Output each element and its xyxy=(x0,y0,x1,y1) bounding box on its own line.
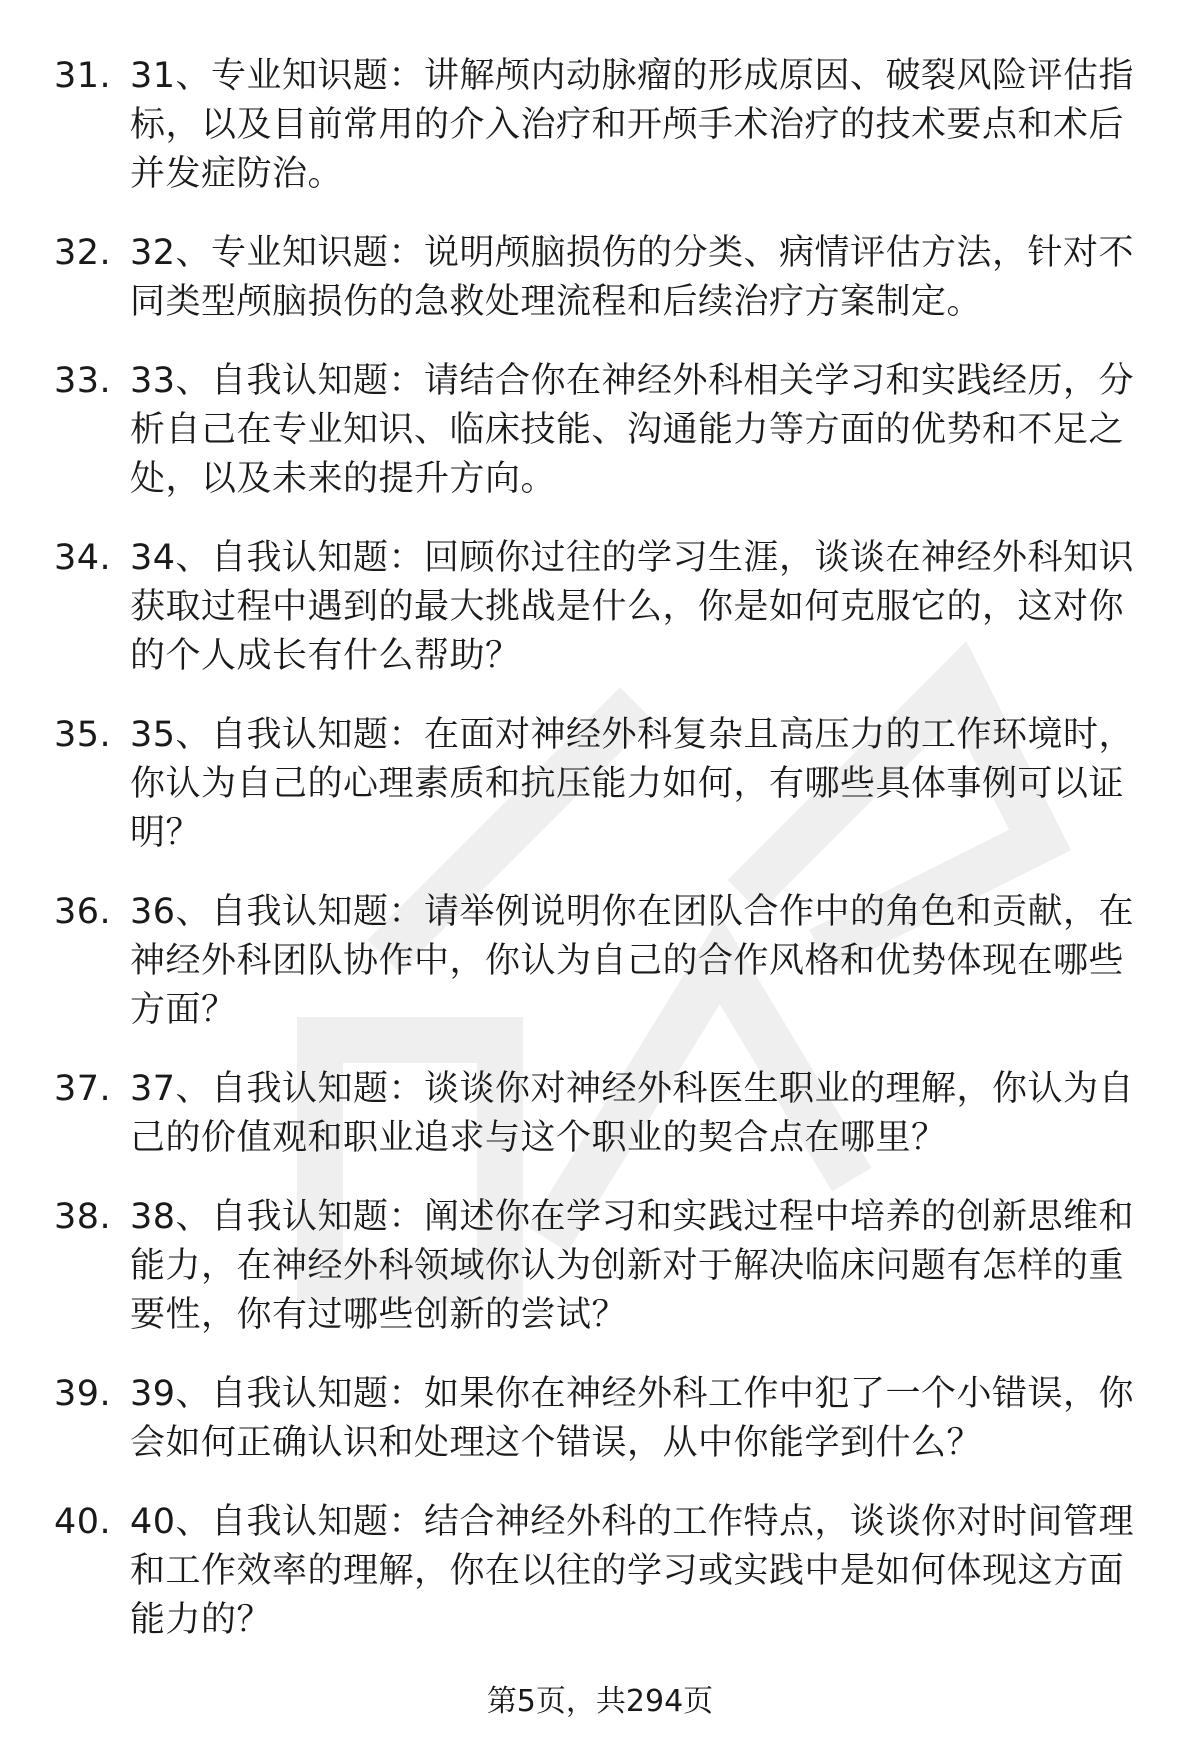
question-number: 35. xyxy=(54,715,112,755)
question-item xyxy=(0,357,1200,504)
question-item xyxy=(0,1193,1200,1340)
question-list xyxy=(0,52,1200,1675)
question-item xyxy=(0,52,1200,199)
question-text: 38、自我认知题：阐述你在学习和实践过程中培养的创新思维和能力，在神经外科领域你认为创新对于解决临床问题有怎样的重要性，你有过哪些创新的尝试？ xyxy=(130,1197,1135,1335)
question-text: 33、自我认知题：请结合你在神经外科相关学习和实践经历，分析自己在专业知识、临床技能、沟通能力等方面的优势和不足之处，以及未来的提升方向。 xyxy=(130,361,1135,499)
question-text: 31、专业知识题：讲解颅内动脉瘤的形成原因、破裂风险评估指标，以及目前常用的介入治疗和开颅手术治疗的技术要点和术后并发症防治。 xyxy=(130,56,1135,194)
question-item xyxy=(0,888,1200,1035)
question-text: 32、专业知识题：说明颅脑损伤的分类、病情评估方法，针对不同类型颅脑损伤的急救处理流程和后续治疗方案制定。 xyxy=(130,233,1135,322)
question-item xyxy=(0,1065,1200,1163)
question-number: 40. xyxy=(54,1502,112,1542)
question-text: 35、自我认知题：在面对神经外科复杂且高压力的工作环境时，你认为自己的心理素质和抗压能力如何，有哪些具体事例可以证明？ xyxy=(130,715,1135,853)
question-item xyxy=(0,1498,1200,1645)
question-text: 40、自我认知题：结合神经外科的工作特点，谈谈你对时间管理和工作效率的理解，你在以往的学习或实践中是如何体现这方面能力的？ xyxy=(130,1502,1135,1640)
question-number: 39. xyxy=(54,1374,112,1414)
question-item xyxy=(0,711,1200,858)
question-text: 36、自我认知题：请举例说明你在团队合作中的角色和贡献，在神经外科团队协作中，你认为自己的合作风格和优势体现在哪些方面？ xyxy=(130,892,1135,1030)
question-number: 31. xyxy=(54,56,112,96)
question-item xyxy=(0,534,1200,681)
question-number: 32. xyxy=(54,233,112,273)
question-text: 39、自我认知题：如果你在神经外科工作中犯了一个小错误，你会如何正确认识和处理这个错误，从中你能学到什么？ xyxy=(130,1374,1135,1463)
question-number: 34. xyxy=(54,538,112,578)
question-number: 38. xyxy=(54,1197,112,1237)
question-text: 37、自我认知题：谈谈你对神经外科医生职业的理解，你认为自己的价值观和职业追求与这个职业的契合点在哪里？ xyxy=(130,1069,1135,1158)
question-item xyxy=(0,1370,1200,1468)
question-number: 33. xyxy=(54,361,112,401)
question-number: 36. xyxy=(54,892,112,932)
question-item xyxy=(0,229,1200,327)
question-text: 34、自我认知题：回顾你过往的学习生涯，谈谈在神经外科知识获取过程中遇到的最大挑战是什么，你是如何克服它的，这对你的个人成长有什么帮助？ xyxy=(130,538,1135,676)
question-number: 37. xyxy=(54,1069,112,1109)
page-footer: 第5页，共294页 xyxy=(486,1684,714,1719)
